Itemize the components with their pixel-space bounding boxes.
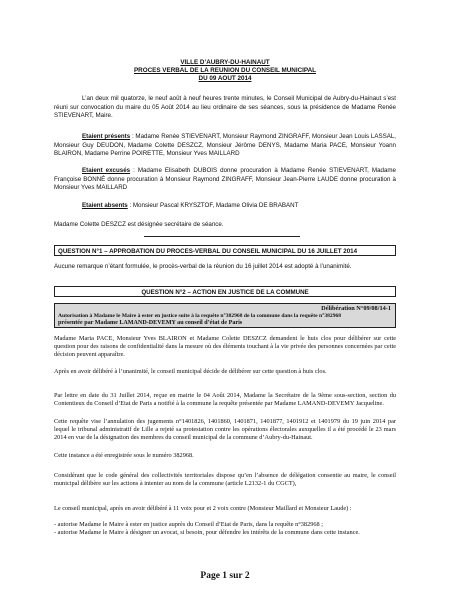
document-title: PROCES VERBAL DE LA REUNION DU CONSEIL MUNICIPAL: [133, 67, 317, 74]
body-paragraph-6: Considérant que le code général des collectivités territoriales dispose qu’en l’absence de délégation consentie au maire, le conseil municipal délibère sur les actions à intenter au nom de la commune (article L2132-1 du CGCT),: [54, 472, 396, 488]
absents-paragraph: [54, 202, 396, 211]
body-paragraph-7: Le conseil municipal, après en avoir délibéré à 11 voix pour et 2 voix contre (Monsieur Maillard et Monsieur Laude) :: [54, 505, 352, 512]
question-2-title: QUESTION N°2 – ACTION EN JUSTICE DE LA COMMUNE: [141, 289, 309, 296]
deliberation-number: Délibération N°09/08/14-1: [321, 305, 391, 312]
excuses-label: Etaient excusés: [82, 167, 131, 174]
deliberation-line-1: Autorisation à Madame le Maire à ester en justice suite à la requête n°382968 de la commune dans la requête n°382968: [58, 313, 342, 319]
deliberation-line-2: présentée par Madame LAMAND-DEVEMY au conseil d’état de Paris: [58, 320, 243, 327]
body-paragraph-2: Après en avoir délibéré à l’unanimité, le conseil municipal décide de délibérer sur cette question à huis clos.: [54, 368, 327, 375]
absents-text: : Monsieur Pascal KRYSZTOF, Madame Olivia DE BRABANT: [127, 202, 299, 209]
town-title: VILLE D’AUBRY-DU-HAINAUT: [180, 59, 270, 66]
body-paragraph-3: Par lettre en date du 31 Juillet 2014, reçue en mairie le 04 Août 2014, Madame la Secrétaire de la 9ème sous-section, section du Contentieux du Conseil d’Etat de Paris a notifié à la commune la requête présentée par Madame LAMAND-DEVEMY Jacqueline.: [54, 392, 396, 408]
body-paragraph-9: - autorise Madame le Maire à désigner un avocat, si besoin, pour défendre les intérêts de la commune dans cette instance.: [54, 529, 360, 536]
intro-paragraph: L’an deux mil quatorze, le neuf août à neuf heures trente minutes, le Conseil Municipal de Aubry-du-Hainaut s’est réuni sur convocation du maire du 05 Août 2014 au lieu ordinaire de ses séances, sous la présidence de Madame Renée STIEVENART, Maire.: [54, 95, 396, 120]
deliberation-box: [54, 303, 396, 328]
absents-label: Etaient absents: [82, 202, 128, 209]
present-paragraph: [54, 133, 396, 159]
excuses-text: : Madame Elisabeth DUBOIS donne procuration à Madame Renée STIEVENART, Madame Françoise BONNÉ donne procuration à Monsieur Raymond ZINGRAFF, Monsieur Jean-Pierre LAUDE donne procuration à Monsieur Yves MAILLARD: [54, 167, 396, 192]
body-paragraph-5: Cette instance a été enregistrée sous le numéro 382968.: [54, 452, 194, 459]
present-label: Etaient présents: [82, 133, 131, 140]
question-1-title: QUESTION N°1 – APPROBATION DU PROCES-VERBAL DU CONSEIL MUNICIPAL DU 16 JUILLET 2014: [58, 248, 358, 255]
separator-rule: [144, 236, 300, 237]
question-2-box: [54, 286, 396, 297]
body-paragraph-1: Madame Maria PACE, Monsieur Yves BLAIRON et Madame Colette DESZCZ demandent le huis clos pour délibérer sur cette question pour des raisons de confidentialité dans la mesure où des éléments touchant à la vie privée des personnes concernées par cette décision peuvent apparaître.: [54, 335, 396, 359]
body-paragraph-8: - autorise Madame le Maire à ester en justice auprès du Conseil d’Etat de Paris, dans la requête n°382968 ;: [54, 521, 324, 528]
page-number: Page 1 sur 2: [200, 571, 250, 581]
secretary-paragraph: Madame Colette DESZCZ est désignée secrétaire de séance.: [54, 221, 224, 228]
present-text: : Madame Renée STIEVENART, Monsieur Raymond ZINGRAFF, Monsieur Jean Louis LASSAL, Monsieur Guy DEUDON, Madame Colette DESZCZ, Monsieur Jérôme DENYS, Madame Maria PACE, Monsieur Yoann BLAIRON, Madame Perrine POIRETTE, Monsieur Yves MAILLARD: [54, 133, 396, 158]
body-paragraph-4: Cette requête vise l’annulation des jugements n°1401826, 1401860, 1401871, 1401877, 1401912 et 1401979 du 19 juin 2014 par lequel le tribunal administratif de Lille a rejeté sa protestation contre les opérations électorales auxquelles il a été procédé le 23 mars 2014 en vue de la désignation des membres du conseil municipal de la commune d’Aubry-du-Hainaut.: [54, 418, 396, 442]
question-1-text: Aucune remarque n’étant formulée, le procès-verbal de la réunion du 16 juillet 2014 est adopté à l’unanimité.: [54, 263, 352, 270]
excuses-paragraph: [54, 167, 396, 193]
question-1-box: [54, 245, 396, 256]
deliberation-text: [58, 313, 392, 327]
meeting-date: DU 09 AOUT 2014: [198, 75, 252, 82]
